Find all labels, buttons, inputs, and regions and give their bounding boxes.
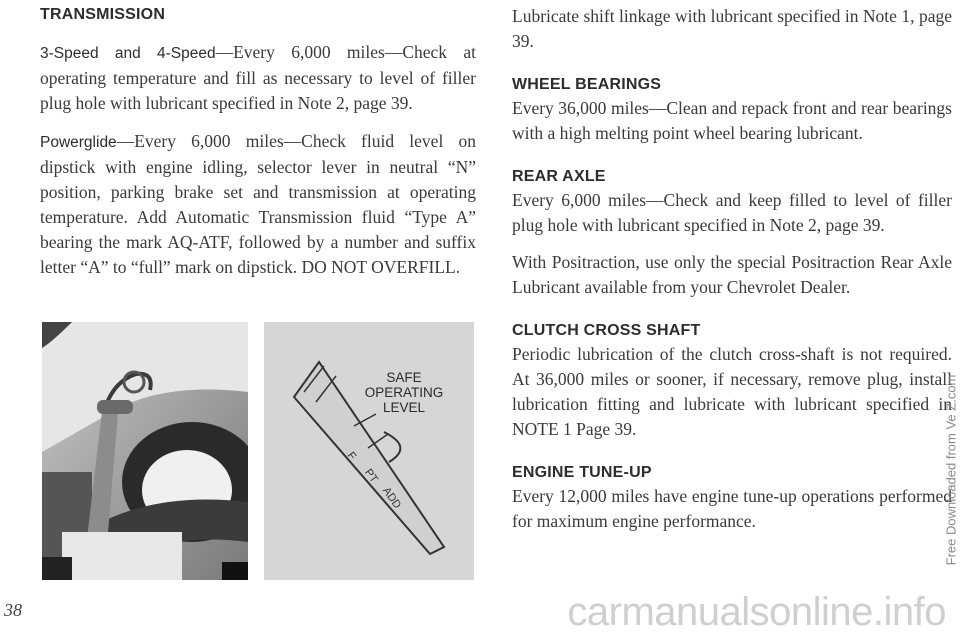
side-watermark	[942, 360, 960, 580]
label-line-3: LEVEL	[382, 400, 426, 415]
engine-tune-up-paragraph: Every 12,000 miles have engine tune-up operations performed for maximum engine performance.	[512, 486, 952, 531]
powerglide-text: —Every 6,000 miles—Check fluid level on dipstick with engine idling, selector lever in neutral “N” position, parking brake set and transmission at operating temperature. Add Automatic Transmission fluid “Type A” bearing the mark AQ-ATF, followed by a number and suffix letter “A” to “full” mark on dipstick. DO NOT OVERFILL.	[40, 131, 476, 277]
powerglide-lead: Powerglide	[40, 134, 117, 151]
transmission-heading: TRANSMISSION	[40, 6, 166, 23]
left-column	[40, 0, 476, 280]
footer-watermark: carmanualsonline.info	[567, 590, 946, 634]
dipstick-figure	[264, 322, 474, 580]
right-column	[512, 0, 952, 534]
engine-photo	[42, 322, 248, 580]
label-line-2: OPERATING	[364, 385, 444, 400]
dipstick-illustration	[264, 322, 474, 580]
speed-lead: 3-Speed and 4-Speed	[40, 45, 216, 62]
dipstick-mark-full: F	[344, 449, 359, 463]
safe-operating-level-label	[344, 370, 464, 415]
shift-linkage-paragraph: Lubricate shift linkage with lubricant specified in Note 1, page 39.	[512, 6, 952, 51]
dipstick-mark-pt: PT	[362, 466, 380, 486]
rear-axle-paragraph: Every 6,000 miles—Check and keep filled to level of filler plug hole with lubricant specified in Note 2, page 39.	[512, 190, 952, 235]
label-line-1: SAFE	[386, 370, 422, 385]
engine-tune-up-heading: ENGINE TUNE-UP	[512, 464, 652, 481]
side-watermark-text: Free Downloaded from Ve Z.com	[943, 374, 959, 566]
wheel-bearings-paragraph: Every 36,000 miles—Clean and repack front and rear bearings with a high melting point wheel bearing lubricant.	[512, 98, 952, 143]
powerglide-paragraph	[40, 129, 476, 280]
positraction-paragraph: With Positraction, use only the special Positraction Rear Axle Lubricant available from your Chevrolet Dealer.	[512, 252, 952, 297]
speed-text: —Every 6,000 miles—Check at operating temperature and fill as necessary to level of filler plug hole with lubricant specified in Note 2, page 39.	[40, 42, 476, 113]
page-number: 38	[4, 600, 22, 620]
rear-axle-heading: REAR AXLE	[512, 168, 606, 185]
clutch-cross-shaft-heading: CLUTCH CROSS SHAFT	[512, 322, 701, 339]
wheel-bearings-heading: WHEEL BEARINGS	[512, 76, 662, 93]
engine-photo-art	[42, 322, 248, 580]
clutch-cross-shaft-paragraph: Periodic lubrication of the clutch cross-shaft is not required. At 36,000 miles or sooner, if necessary, remove plug, install lubrication fitting and lubricate with lubricant specified in NOTE 1 Page 39.	[512, 344, 952, 439]
speed-paragraph	[40, 40, 476, 116]
dipstick-mark-add: ADD	[380, 485, 404, 511]
